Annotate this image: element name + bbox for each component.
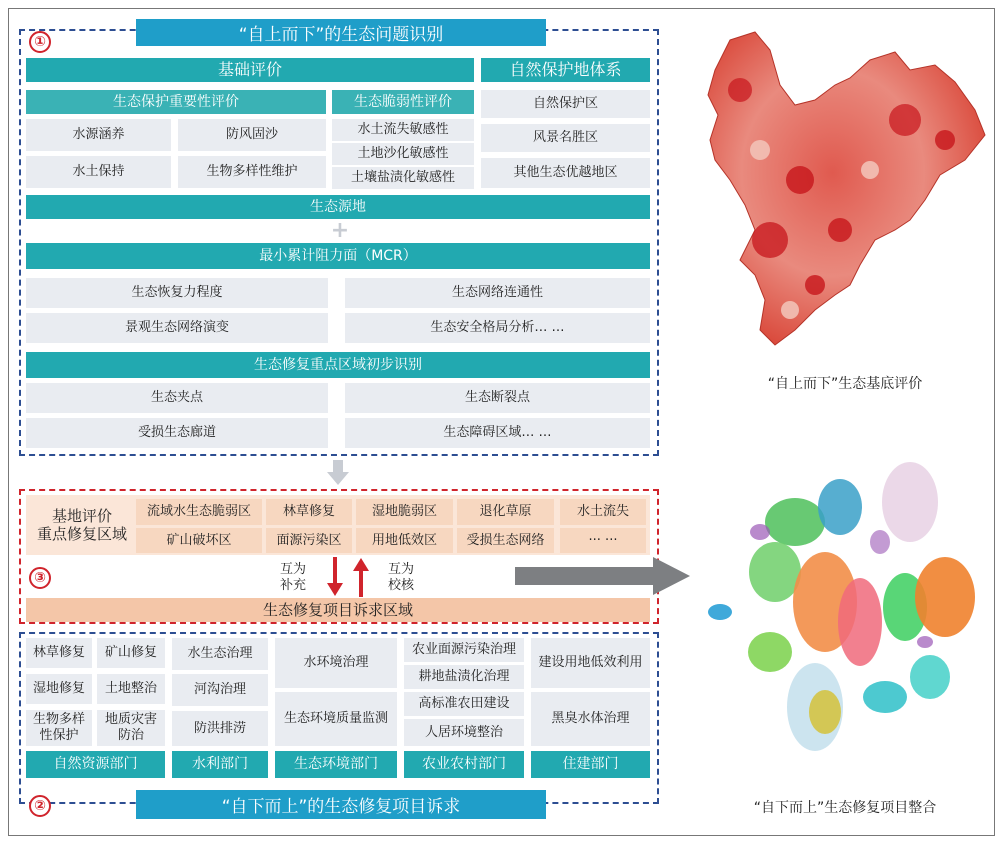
zone-item: 水土流失	[560, 499, 646, 525]
mcr-item: 生态网络连通性	[345, 278, 650, 308]
dept4-item: 高标准农田建设	[404, 692, 524, 716]
top-down-eval-map	[700, 30, 990, 350]
nature-item: 自然保护区	[481, 90, 650, 118]
zone-item: 林草修复	[266, 499, 352, 525]
demand-area-bar: 生态修复项目诉求区域	[26, 598, 650, 622]
mcr-item: 生态安全格局分析… …	[345, 313, 650, 343]
key-item: 生态夹点	[26, 383, 328, 413]
eco-protect-header: 生态保护重要性评价	[26, 90, 326, 114]
eco-source-bar: 生态源地	[26, 195, 650, 219]
protect-item: 生物多样性维护	[178, 156, 326, 188]
section-3-number: ③	[29, 567, 51, 589]
dept4-item: 耕地盐渍化治理	[404, 665, 524, 689]
dept3-item: 水环境治理	[275, 638, 397, 688]
dept1-item: 土地整治	[97, 674, 165, 704]
dept1-item: 湿地修复	[26, 674, 92, 704]
fragile-item: 水土流失敏感性	[332, 119, 474, 141]
mcr-item: 生态恢复力程度	[26, 278, 328, 308]
department-label: 住建部门	[531, 751, 650, 778]
department-label: 水利部门	[172, 751, 268, 778]
fragile-item: 土地沙化敏感性	[332, 143, 474, 165]
dept3-item: 生态环境质量监测	[275, 692, 397, 746]
dept5-item: 建设用地低效利用	[531, 638, 650, 688]
department-label: 农业农村部门	[404, 751, 524, 778]
section-1-number: ①	[29, 31, 51, 53]
fragile-item: 土壤盐渍化敏感性	[332, 167, 474, 189]
section-2-number: ②	[29, 795, 51, 817]
mcr-item: 景观生态网络演变	[26, 313, 328, 343]
mid-left-label: 基地评价 重点修复区域	[36, 507, 127, 543]
protect-item: 水源涵养	[26, 119, 171, 151]
key-area-bar: 生态修复重点区域初步识别	[26, 352, 650, 378]
dept4-item: 人居环境整治	[404, 719, 524, 746]
verify-label: 互为 校核	[387, 562, 414, 593]
bottom-up-cluster-map	[700, 462, 990, 762]
arrow-right-icon	[515, 557, 690, 595]
top-section-title: “自上而下”的生态问题识别	[136, 19, 546, 46]
bottom-section-title: “自下而上”的生态修复项目诉求	[136, 790, 546, 819]
arrow-up-red-icon	[352, 557, 370, 597]
dept2-item: 河沟治理	[172, 674, 268, 706]
plus-sign: +	[330, 217, 350, 243]
zone-item: 用地低效区	[356, 528, 453, 553]
department-label: 生态环境部门	[275, 751, 397, 778]
complement-label: 互为 补充	[279, 562, 306, 593]
protect-item: 水土保持	[26, 156, 171, 188]
zone-item: 面源污染区	[266, 528, 352, 553]
dept1-item: 林草修复	[26, 638, 92, 668]
zone-item: ··· ···	[560, 528, 646, 553]
dept1-item: 生物多样 性保护	[26, 710, 92, 746]
basic-eval-header: 基础评价	[26, 58, 474, 82]
dept2-item: 水生态治理	[172, 638, 268, 670]
arrow-down-red-icon	[326, 557, 344, 597]
nature-system-header: 自然保护地体系	[481, 58, 650, 82]
mcr-bar: 最小累计阻力面（MCR）	[26, 243, 650, 269]
dept2-item: 防洪排涝	[172, 711, 268, 746]
dept1-item: 矿山修复	[97, 638, 165, 668]
nature-item: 其他生态优越地区	[481, 158, 650, 188]
protect-item: 防风固沙	[178, 119, 326, 151]
dept1-item: 地质灾害 防治	[97, 710, 165, 746]
key-item: 受损生态廊道	[26, 418, 328, 448]
zone-item: 退化草原	[457, 499, 554, 525]
eco-fragile-header: 生态脆弱性评价	[332, 90, 474, 114]
arrow-down-icon	[325, 460, 351, 486]
dept4-item: 农业面源污染治理	[404, 638, 524, 662]
top-down-caption: “自上而下”生态基底评价	[767, 376, 923, 392]
dept5-item: 黑臭水体治理	[531, 692, 650, 746]
zone-item: 矿山破坏区	[136, 528, 262, 553]
zone-item: 受损生态网络	[457, 528, 554, 553]
department-label: 自然资源部门	[26, 751, 165, 778]
zone-item: 湿地脆弱区	[356, 499, 453, 525]
key-item: 生态障碍区域… …	[345, 418, 650, 448]
zone-item: 流域水生态脆弱区	[136, 499, 262, 525]
nature-item: 风景名胜区	[481, 124, 650, 152]
key-item: 生态断裂点	[345, 383, 650, 413]
bottom-up-caption: “自下而上”生态修复项目整合	[753, 800, 937, 816]
